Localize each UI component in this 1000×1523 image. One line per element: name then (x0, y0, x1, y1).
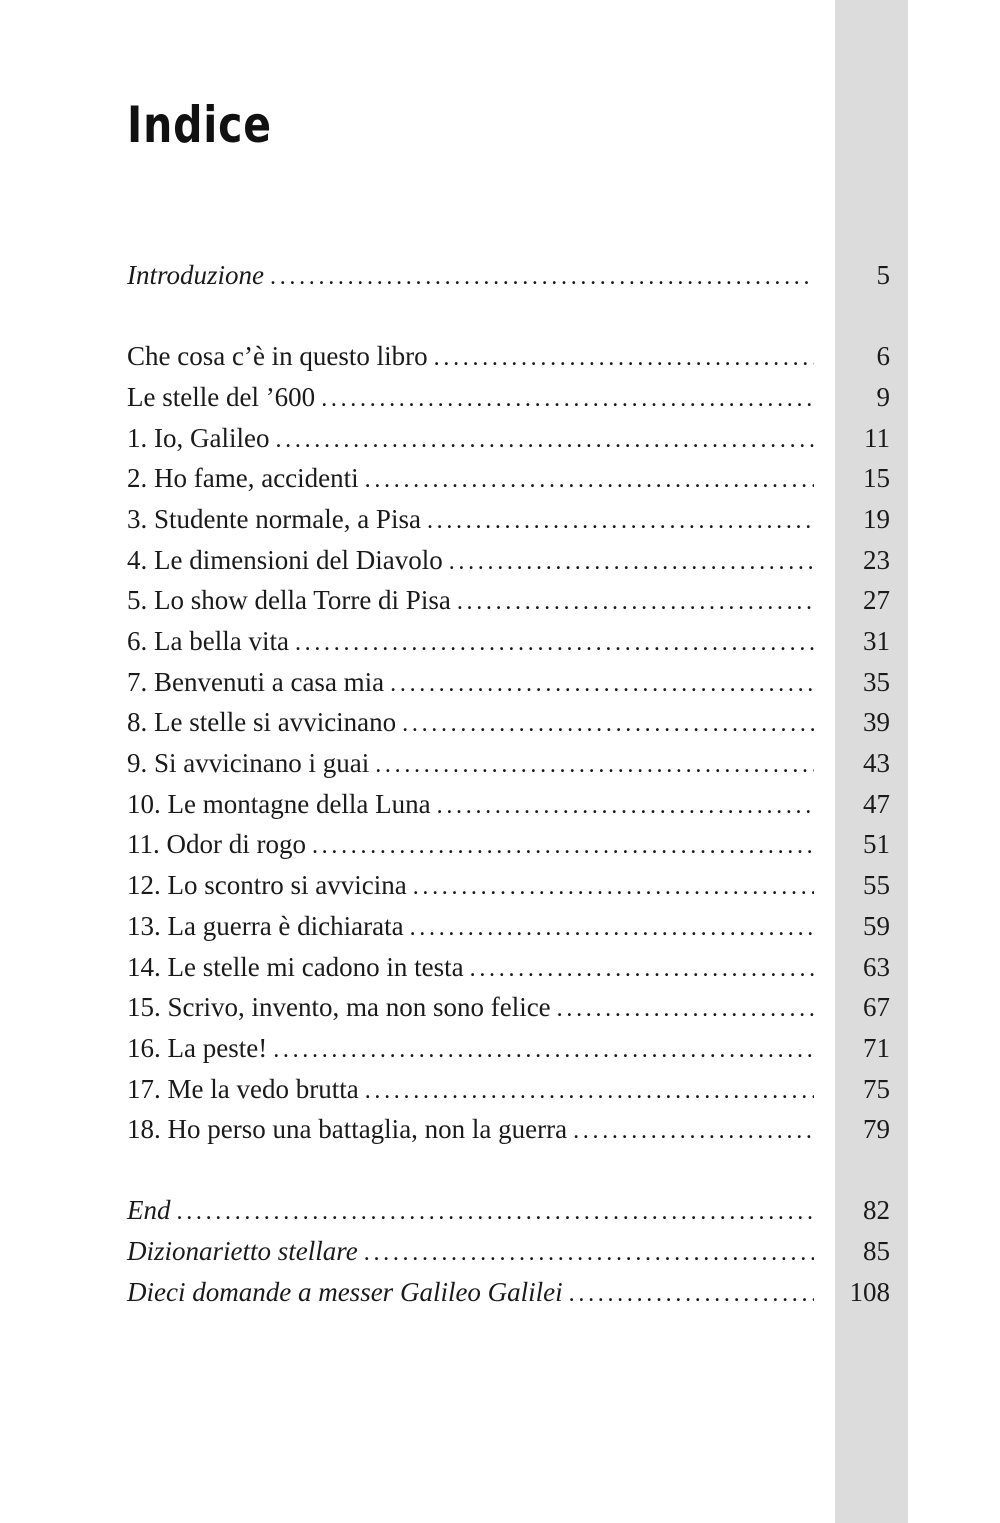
toc-back-matter (127, 1190, 890, 1312)
toc-entry (127, 377, 890, 418)
toc-entry-title: 12. Lo scontro si avvicina (127, 870, 407, 901)
dot-leader (270, 257, 814, 298)
toc-entry-title: 1. Io, Galileo (127, 422, 270, 453)
toc-entry-page-number: 82 (863, 1195, 890, 1226)
toc-entry (127, 540, 890, 581)
dot-leader (390, 664, 814, 705)
toc-entry (127, 255, 890, 296)
dot-leader (434, 338, 814, 379)
dot-leader (573, 1111, 814, 1152)
toc-entry (127, 1231, 890, 1272)
toc-entry (127, 336, 890, 377)
dot-leader (321, 379, 814, 420)
toc-entry-page-number: 19 (863, 503, 890, 534)
toc-entry-title: Che cosa c’è in questo libro (127, 341, 428, 372)
toc-entry (127, 1272, 890, 1313)
dot-leader (413, 867, 814, 908)
toc-entry-page-number: 5 (876, 260, 890, 290)
dot-leader (437, 786, 814, 827)
dot-leader (364, 1233, 814, 1274)
toc-entry-page-number: 75 (863, 1073, 890, 1104)
dot-leader (470, 949, 814, 990)
toc-entry (127, 418, 890, 459)
toc-entry-title: Dieci domande a messer Galileo Galilei (127, 1276, 563, 1307)
toc-entry-page-number: 51 (863, 829, 890, 860)
toc-entry-title: 5. Lo show della Torre di Pisa (127, 585, 451, 616)
toc-entry (127, 580, 890, 621)
toc-entry-title: 18. Ho perso una battaglia, non la guerra (127, 1114, 568, 1145)
toc-entry-page-number: 6 (876, 341, 890, 372)
toc-entry (127, 865, 890, 906)
toc-entry-page-number: 79 (863, 1114, 890, 1145)
dot-leader (427, 501, 814, 542)
dot-leader (365, 460, 814, 501)
toc-entry-title: 7. Benvenuti a casa mia (127, 666, 385, 697)
toc-entry-page-number: 15 (863, 463, 890, 494)
toc-entry-page-number: 67 (863, 992, 890, 1023)
dot-leader (557, 989, 814, 1030)
toc-entry-title: 2. Ho fame, accidenti (127, 463, 359, 494)
toc-entry (127, 1028, 890, 1069)
dot-leader (449, 542, 814, 583)
toc-entry-title: 10. Le montagne della Luna (127, 788, 431, 819)
toc-entry-page-number: 71 (863, 1032, 890, 1063)
toc-entry-page-number: 55 (863, 870, 890, 901)
toc-entry (127, 1069, 890, 1110)
toc-entry (127, 662, 890, 703)
toc-entry-title: 13. La guerra è dichiarata (127, 910, 404, 941)
toc-entry-title: 14. Le stelle mi cadono in testa (127, 951, 464, 982)
dot-leader (312, 826, 814, 867)
toc-entry-page-number: 43 (863, 748, 890, 779)
toc-entry-page-number: 59 (863, 910, 890, 941)
dot-leader (457, 582, 814, 623)
toc-entry-page-number: 47 (863, 788, 890, 819)
toc-entry-title: 15. Scrivo, invento, ma non sono felice (127, 992, 551, 1023)
toc-entry (127, 1109, 890, 1150)
dot-leader (275, 420, 814, 461)
toc-entry-title: 16. La peste! (127, 1032, 268, 1063)
toc-entry-page-number: 63 (863, 951, 890, 982)
dot-leader (273, 1030, 814, 1071)
toc-entry (127, 702, 890, 743)
toc-entry-title: 17. Me la vedo brutta (127, 1073, 359, 1104)
toc-entry-page-number: 9 (876, 381, 890, 412)
toc-chapters (127, 336, 890, 1150)
toc-entry-title: 3. Studente normale, a Pisa (127, 503, 421, 534)
toc-entry (127, 743, 890, 784)
toc-entry-page-number: 23 (863, 544, 890, 575)
toc-entry (127, 621, 890, 662)
toc-entry (127, 499, 890, 540)
dot-leader (365, 1071, 814, 1112)
page-title: Indice (127, 96, 272, 154)
toc-entry-title: Introduzione (127, 260, 264, 290)
toc-entry-title: Dizionarietto stellare (127, 1236, 358, 1267)
toc-entry-page-number: 11 (864, 422, 890, 453)
toc-entry-title: 9. Si avvicinano i guai (127, 748, 370, 779)
toc-entry-page-number: 108 (849, 1276, 890, 1307)
toc-entry (127, 1190, 890, 1231)
toc-entry-page-number: 39 (863, 707, 890, 738)
dot-leader (402, 704, 814, 745)
toc-entry (127, 784, 890, 825)
toc-entry (127, 987, 890, 1028)
toc-entry (127, 458, 890, 499)
toc-entry (127, 947, 890, 988)
toc-entry-page-number: 31 (863, 626, 890, 656)
toc-entry-page-number: 85 (863, 1236, 890, 1267)
table-of-contents (127, 255, 890, 1313)
toc-entry-title: Le stelle del ’600 (127, 381, 316, 412)
dot-leader (410, 908, 814, 949)
dot-leader (375, 745, 814, 786)
toc-entry-title: 8. Le stelle si avvicinano (127, 707, 397, 738)
dot-leader (569, 1274, 814, 1315)
dot-leader (177, 1192, 815, 1233)
toc-entry-page-number: 35 (863, 666, 890, 697)
toc-entry-title: 11. Odor di rogo (127, 829, 306, 860)
toc-front-matter (127, 255, 890, 296)
dot-leader (295, 623, 814, 664)
toc-entry (127, 824, 890, 865)
toc-entry-page-number: 27 (863, 585, 890, 616)
toc-entry (127, 906, 890, 947)
toc-entry-title: 4. Le dimensioni del Diavolo (127, 544, 443, 575)
toc-entry-title: End (127, 1195, 171, 1226)
toc-entry-title: 6. La bella vita (127, 626, 289, 656)
